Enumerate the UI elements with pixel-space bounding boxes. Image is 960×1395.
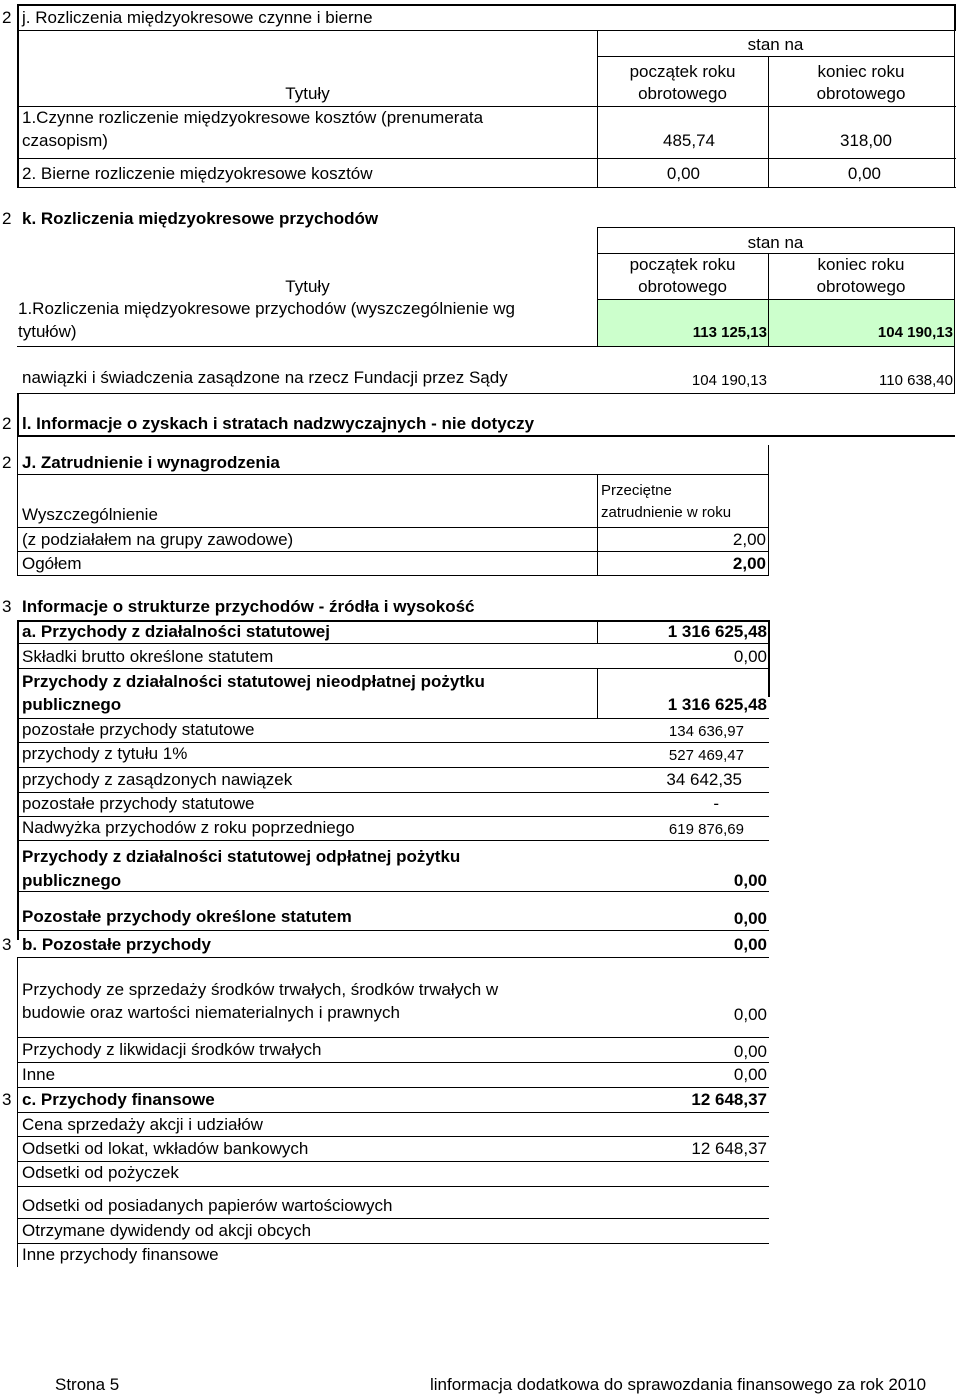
- row-value-end: 110 638,40: [879, 372, 953, 389]
- row-label: Ogółem: [22, 554, 82, 573]
- header-end-2: obrotowego: [816, 277, 906, 296]
- row-label: Cena sprzedaży akcji i udziałów: [22, 1115, 263, 1134]
- row-label: Składki brutto określone statutem: [22, 647, 274, 666]
- row-label: tytułów): [18, 322, 77, 341]
- row-value: 0,00: [733, 647, 767, 666]
- header-start-1: początek roku: [629, 62, 736, 81]
- row-value-end: 318,00: [840, 131, 892, 150]
- subsection-title: c. Przychody finansowe: [22, 1090, 215, 1109]
- row-label: Przychody z likwidacji środków trwałych: [22, 1040, 322, 1059]
- subsection-value: 0,00: [733, 935, 767, 954]
- header-end-1: koniec roku: [817, 62, 905, 81]
- section-number: 2: [2, 414, 12, 433]
- row-label: Przychody z działalności statutowej nieodpłatnej pożytku: [22, 672, 485, 691]
- header-stan-na: stan na: [747, 35, 804, 54]
- page-number: Strona 5: [55, 1375, 120, 1394]
- row-value-end: 104 190,13: [877, 324, 953, 341]
- header-end-1: koniec roku: [817, 255, 905, 274]
- subsection-title: a. Przychody z działalności statutowej: [22, 622, 330, 641]
- row-label: Nadwyżka przychodów z roku poprzedniego: [22, 818, 355, 837]
- row-value: 619 876,69: [668, 821, 744, 838]
- row-label: Inne: [22, 1065, 56, 1084]
- row-label: Odsetki od lokat, wkładów bankowych: [22, 1139, 309, 1158]
- row-value: 0,00: [733, 1005, 767, 1024]
- row-label: przychody z tytułu 1%: [22, 744, 188, 763]
- row-label: czasopism): [22, 131, 108, 150]
- row-value-start: 104 190,13: [691, 372, 767, 389]
- row-value: -: [713, 794, 719, 813]
- row-value: 0,00: [733, 909, 767, 928]
- row-value-start: 113 125,13: [692, 324, 767, 341]
- row-label: (z podziałałem na grupy zawodowe): [22, 530, 294, 549]
- section-title: l. Informacje o zyskach i stratach nadzwyczajnych - nie dotyczy: [22, 414, 535, 433]
- row-label: 1.Rozliczenia międzyokresowe przychodów (wyszczególnienie wg: [18, 299, 515, 318]
- row-value: 0,00: [733, 1065, 767, 1084]
- row-label: Przychody ze sprzedaży środków trwałych, środków trwałych w: [22, 980, 499, 999]
- row-label: Przychody z działalności statutowej odpłatnej pożytku: [22, 847, 461, 866]
- header-start-1: początek roku: [629, 255, 736, 274]
- row-label: pozostałe przychody statutowe: [22, 794, 255, 813]
- row-label: Odsetki od posiadanych papierów wartościowych: [22, 1196, 393, 1215]
- header-start-2: obrotowego: [638, 84, 727, 103]
- row-label: Inne przychody finansowe: [22, 1245, 219, 1264]
- header-avg-2: zatrudnienie w roku: [601, 504, 732, 521]
- row-label: budowie oraz wartości niematerialnych i prawnych: [22, 1003, 400, 1022]
- section-number: 3: [2, 1090, 12, 1109]
- row-label: Otrzymane dywidendy od akcji obcych: [22, 1221, 312, 1240]
- subsection-value: 1 316 625,48: [667, 622, 767, 641]
- row-value: 12 648,37: [691, 1139, 767, 1158]
- header-wyszczegolnienie: Wyszczególnienie: [22, 505, 158, 524]
- row-value: 134 636,97: [668, 723, 744, 740]
- row-label: pozostałe przychody statutowe: [22, 720, 255, 739]
- row-label: nawiązki i świadczenia zasądzone na rzecz Fundacji przez Sądy: [22, 368, 508, 387]
- row-label: 1.Czynne rozliczenie międzyokresowe kosztów (prenumerata: [22, 108, 484, 127]
- row-value: 0,00: [733, 1042, 767, 1061]
- row-label: Pozostałe przychody określone statutem: [22, 907, 352, 926]
- row-label: 2. Bierne rozliczenie międzyokresowe kosztów: [22, 164, 373, 183]
- section-title: j. Rozliczenia międzyokresowe czynne i bierne: [22, 8, 373, 27]
- section-title: J. Zatrudnienie i wynagrodzenia: [22, 453, 280, 472]
- row-value: 34 642,35: [666, 770, 742, 789]
- section-title: Informacje o strukturze przychodów - źródła i wysokość: [22, 597, 475, 616]
- row-value: 2,00: [732, 530, 766, 549]
- header-tytuly: Tytuły: [285, 277, 330, 296]
- subsection-value: 12 648,37: [691, 1090, 767, 1109]
- header-end-2: obrotowego: [816, 84, 906, 103]
- section-number: 3: [2, 597, 12, 616]
- row-label: publicznego: [22, 871, 122, 890]
- footer-info: linformacja dodatkowa do sprawozdania finansowego za rok 2010: [430, 1375, 927, 1394]
- row-value-start: 485,74: [663, 131, 715, 150]
- section-title: k. Rozliczenia międzyokresowe przychodów: [22, 209, 379, 228]
- subsection-title: b. Pozostałe przychody: [22, 935, 211, 954]
- row-label: przychody z zasądzonych nawiązek: [22, 770, 293, 789]
- section-number: 2: [2, 453, 12, 472]
- section-number: 2: [2, 8, 12, 27]
- section-number: 2: [2, 209, 12, 228]
- section-number: 3: [2, 935, 12, 954]
- header-start-2: obrotowego: [638, 277, 727, 296]
- row-label: publicznego: [22, 695, 122, 714]
- row-value: 2,00: [732, 554, 766, 573]
- row-value: 0,00: [733, 871, 767, 890]
- row-value-start: 0,00: [666, 164, 700, 183]
- header-tytuly: Tytuły: [285, 84, 330, 103]
- header-avg-1: Przeciętne: [601, 482, 672, 499]
- row-value: 1 316 625,48: [667, 695, 767, 714]
- row-value-end: 0,00: [847, 164, 881, 183]
- header-stan-na: stan na: [747, 233, 804, 252]
- row-label: Odsetki od pożyczek: [22, 1163, 179, 1182]
- row-value: 527 469,47: [668, 747, 744, 764]
